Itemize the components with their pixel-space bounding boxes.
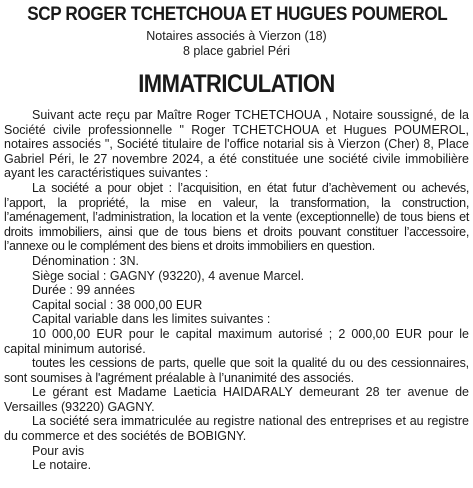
firm-name: SCP ROGER TCHETCHOUA ET HUGUES POUMEROL bbox=[27, 4, 448, 25]
notice-title: IMMATRICULATION bbox=[138, 70, 335, 98]
paragraph-registration: La société sera immatriculée au registre national des entreprises et au registre du commerce et des sociétés de BOBIGNY. bbox=[4, 414, 469, 444]
paragraph-closing: Pour avis bbox=[32, 443, 85, 458]
paragraph-duration: Durée : 99 années bbox=[32, 283, 135, 298]
firm-address: 8 place gabriel Péri bbox=[182, 43, 290, 58]
paragraph-intro: Suivant acte reçu par Maître Roger TCHETCHOUA , Notaire soussigné, de la Société civile professionnelle " Roger TCHETCHOUA et Hugues POUMEROL, notaires associés ", Société titulaire de l'office notarial sis à Vierzon (Cher) 8, Place Gabriel Péri, le 27 novembre 2024, a été constituée une société civile immobilière ayant les caractéristiques suivantes : bbox=[4, 108, 469, 181]
paragraph-capital-limits: 10 000,00 EUR pour le capital maximum autorisé ; 2 000,00 EUR pour le capital minimum autorisé. bbox=[4, 326, 469, 356]
paragraph-denomination: Dénomination : 3N. bbox=[32, 253, 140, 268]
paragraph-object: La société a pour objet : l’acquisition, en état futur d’achèvement ou achevés, l’apport, la propriété, la mise en valeur, la transformation, la construction, l’aménagement, l’administration, la location et la vente (exceptionnelle) de tous biens et droits immobiliers, ainsi que de tous biens et droits pouvant constituer l’accessoire, l’annexe ou le complément des biens et droits immobiliers en question. bbox=[4, 180, 469, 254]
paragraph-variable-capital: Capital variable dans les limites suivantes : bbox=[32, 312, 271, 327]
paragraph-seat: Siège social : GAGNY (93220), 4 avenue Marcel. bbox=[32, 268, 305, 283]
paragraph-transfers: toutes les cessions de parts, quelle que soit la qualité du ou des cessionnaires, sont soumises à l'agrément préalable à l’unanimité des associés. bbox=[4, 356, 469, 385]
paragraph-capital: Capital social : 38 000,00 EUR bbox=[32, 297, 203, 312]
notice-body bbox=[4, 108, 469, 473]
paragraph-manager: Le gérant est Madame Laeticia HAIDARALY demeurant 28 ter avenue de Versailles (93220) GAGNY. bbox=[4, 385, 469, 414]
firm-location: Notaires associés à Vierzon (18) bbox=[146, 29, 327, 43]
paragraph-signature: Le notaire. bbox=[32, 458, 92, 473]
